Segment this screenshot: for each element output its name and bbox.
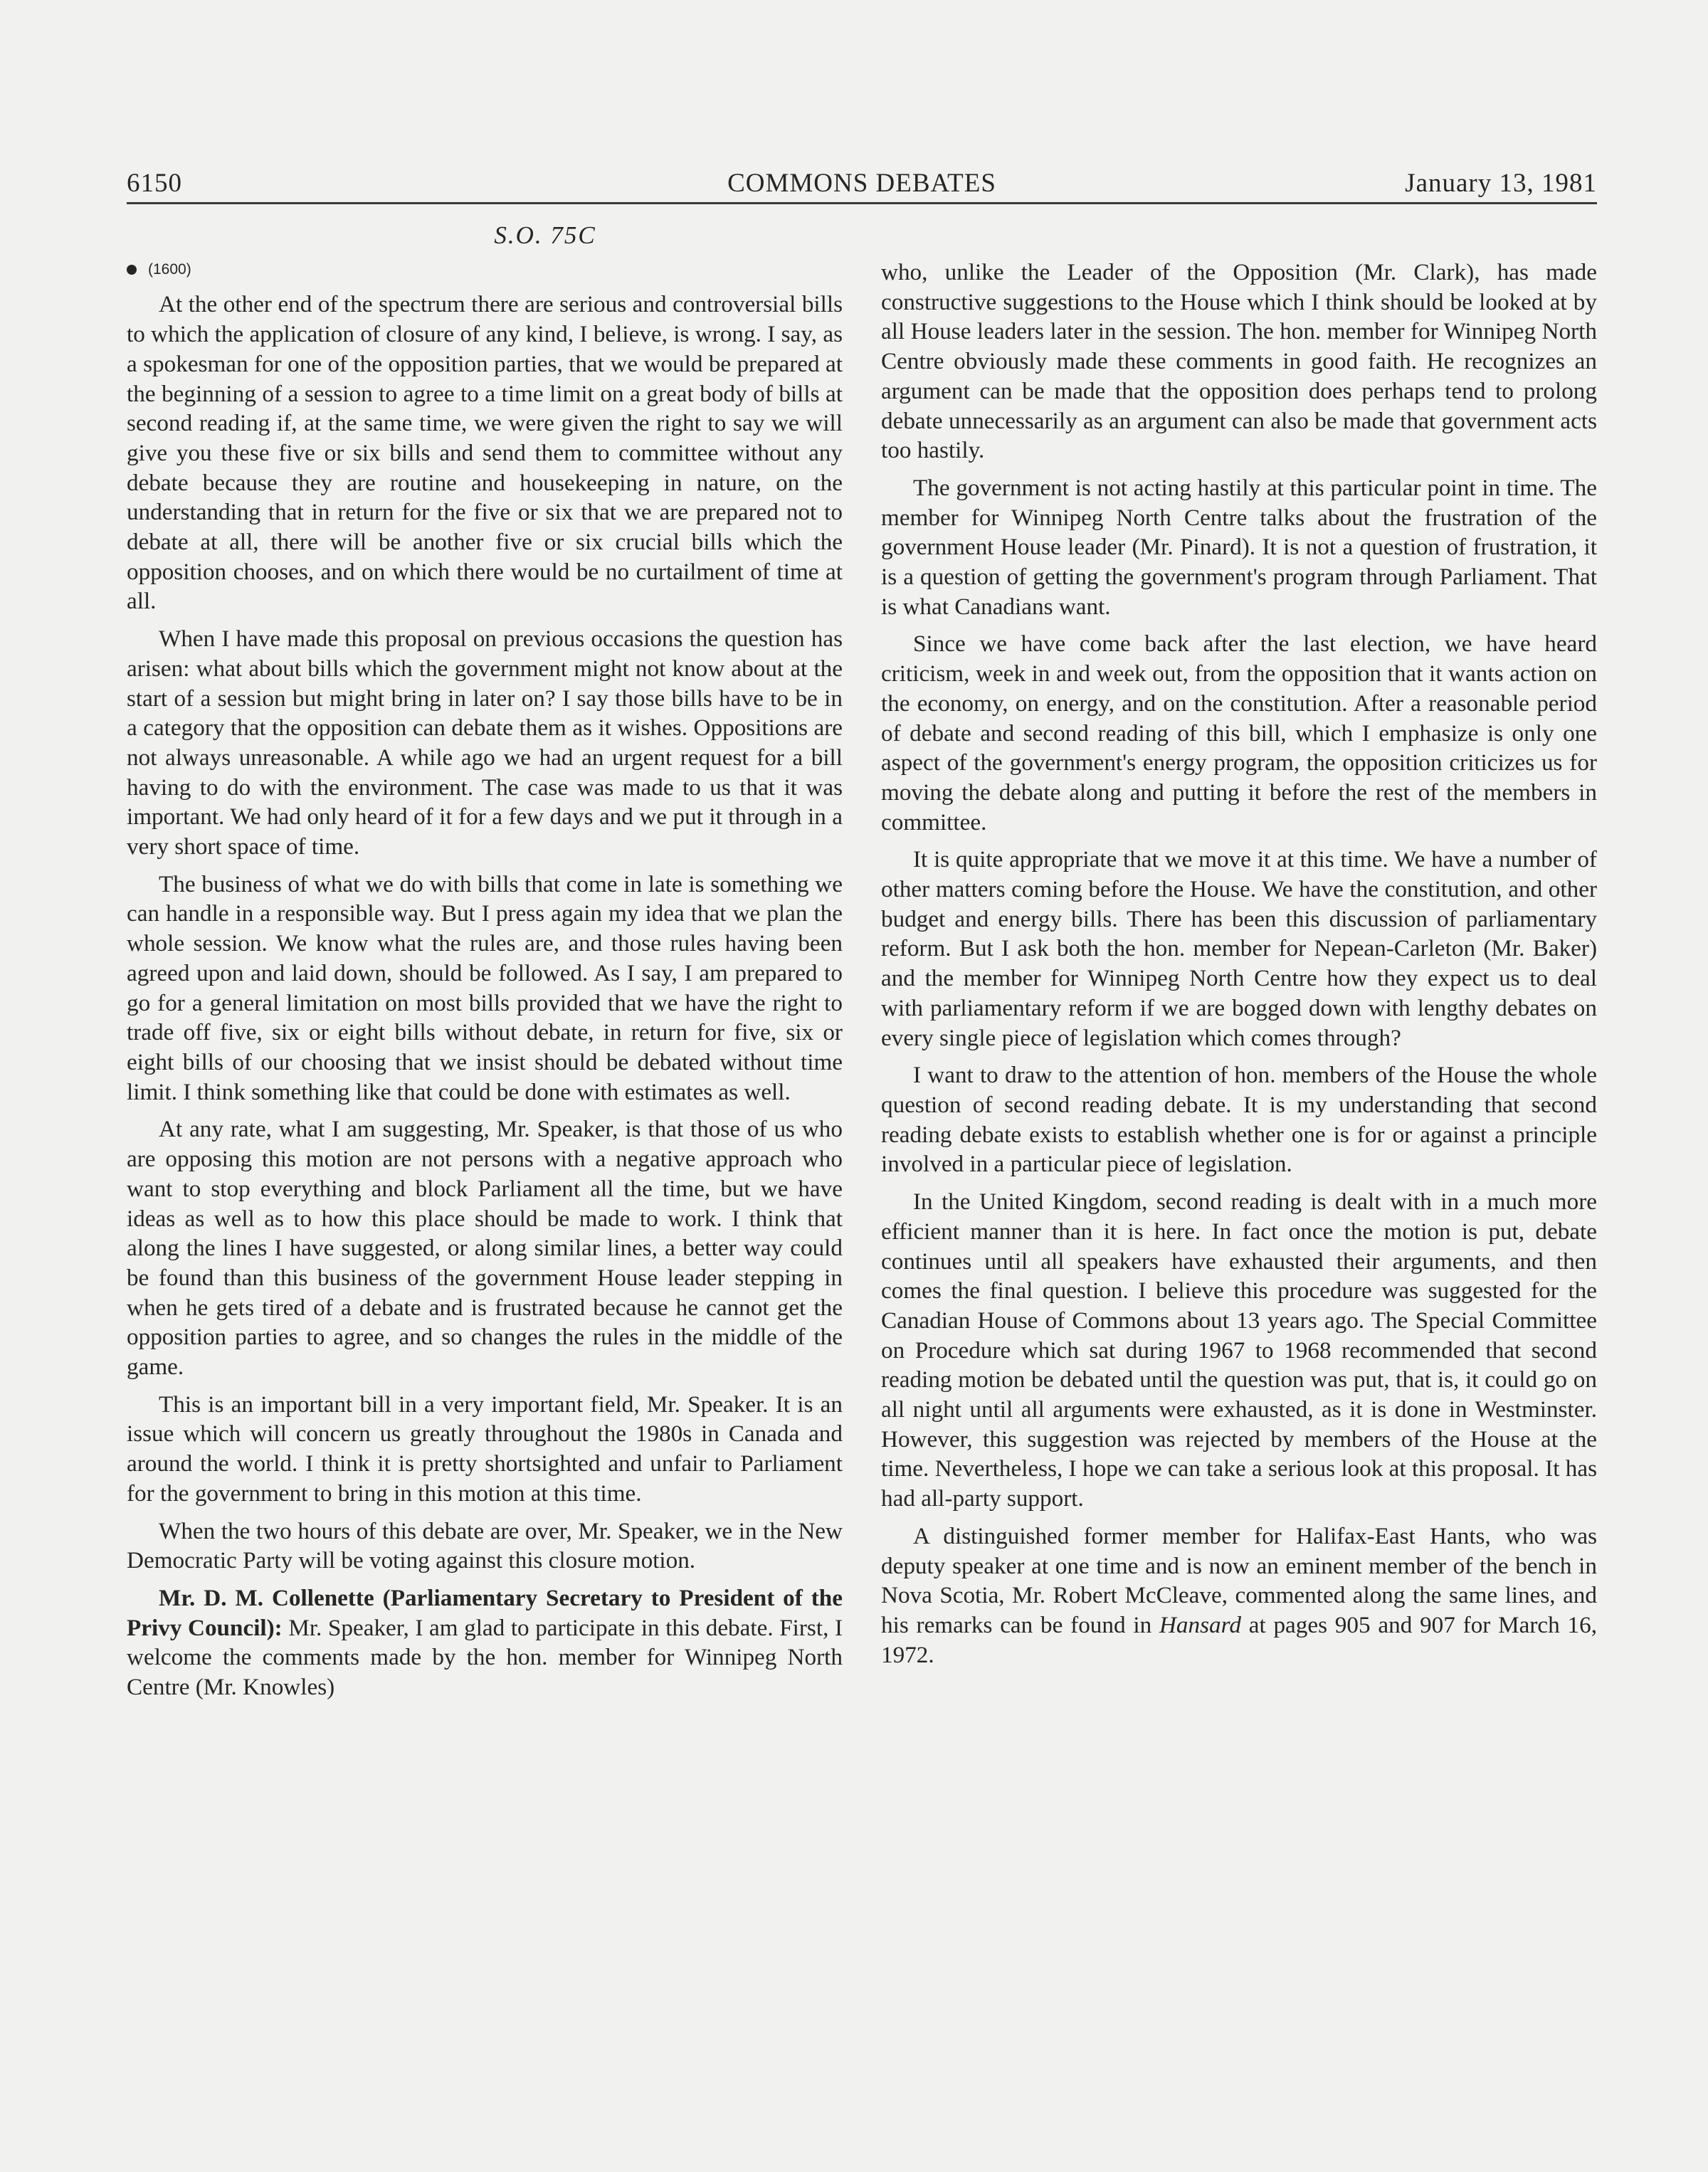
paragraph: At any rate, what I am suggesting, Mr. Speaker, is that those of us who are opposing this motion are not persons with a negative approach who want to stop everything and block Parliament all the time, but we have ideas as well as to how this place should be made to work. I think that along the lines I have suggested, or along similar lines, a better way could be found than this business of the government House leader stepping in when he gets tired of a debate and is frustrated because he cannot get the opposition parties to agree, and so changes the rules in the middle of the game. bbox=[127, 1116, 843, 1381]
right-column bbox=[881, 258, 1597, 1677]
time-marker bbox=[127, 255, 843, 285]
paragraph bbox=[881, 1522, 1597, 1670]
paragraph: Since we have come back after the last election, we have heard criticism, week in and week out, from the opposition that it wants action on the economy, on energy, and on the constitution. After a reasonable period of debate and second reading of this bill, which I emphasize is only one aspect of the government's energy program, the opposition criticizes us for moving the debate along and putting it before the rest of the members in committee. bbox=[881, 631, 1597, 835]
speaker-text: Mr. Speaker, I am glad to participate in this debate. First, I welcome the comments made by the hon. member for Winnipeg North Centre (Mr. Knowles) bbox=[127, 1614, 843, 1701]
publication-title: COMMONS DEBATES bbox=[727, 169, 996, 198]
paragraph: It is quite appropriate that we move it at this time. We have a number of other matters coming before the House. We have the constitution, and other budget and energy bills. There has been this discussion of parliamentary reform. But I ask both the hon. member for Nepean-Carleton (Mr. Baker) and the member for Winnipeg North Centre how they expect us to deal with parliamentary reform if we are bogged down with lengthy debates on every single piece of legislation which comes through? bbox=[881, 846, 1597, 1051]
paragraph: In the United Kingdom, second reading is dealt with in a much more efficient manner than it is here. In fact once the motion is put, debate continues until all speakers have exhausted their arguments, and then comes the final question. I believe this procedure was suggested for the Canadian House of Commons about 13 years ago. The Special Committee on Procedure which sat during 1967 to 1968 recommended that second reading motion be debated until the question was put, that is, it could go on all night until all arguments were exhausted, as it is done in Westminster. However, this suggestion was rejected by members of the House at the time. Nevertheless, I hope we can take a serious look at this proposal. It has had all-party support. bbox=[881, 1188, 1597, 1512]
speaker-name: Mr. D. M. Collenette (Parliamentary Secretary to President of the Privy Council): bbox=[127, 1584, 843, 1641]
publication-date: January 13, 1981 bbox=[1405, 169, 1597, 198]
time-marker-text: (1600) bbox=[148, 260, 191, 278]
bullet-icon bbox=[127, 265, 137, 275]
paragraph: I want to draw to the attention of hon. members of the House the whole question of second reading debate. It is my understanding that second reading debate exists to establish whether one is for or against a principle involved in a particular piece of legislation. bbox=[881, 1062, 1597, 1178]
hansard-reference: Hansard bbox=[1159, 1611, 1241, 1638]
speaker-paragraph bbox=[127, 1583, 843, 1702]
page-header bbox=[127, 165, 1597, 204]
standing-order-label: S.O. 75C bbox=[494, 221, 596, 249]
page-number: 6150 bbox=[127, 169, 182, 198]
paragraph: When the two hours of this debate are over, Mr. Speaker, we in the New Democratic Party will be voting against this closure motion. bbox=[127, 1517, 843, 1574]
paragraph-text: at pages 905 and 907 for March 16, 1972. bbox=[881, 1611, 1598, 1668]
paragraph: At the other end of the spectrum there are serious and controversial bills to which the application of closure of any kind, I believe, is wrong. I say, as a spokesman for one of the opposition parties, that we would be prepared at the beginning of a session to agree to a time limit on a great body of bills at second reading if, at the same time, we were given the right to say we will give you these five or six bills and send them to committee without any debate because they are routine and housekeeping in nature, on the understanding that in return for the five or six that we are prepared not to debate at all, there will be another five or six crucial bills which the opposition chooses, and on which there would be no curtailment of time at all. bbox=[127, 291, 843, 615]
paragraph: This is an important bill in a very important field, Mr. Speaker. It is an issue which will concern us greatly throughout the 1980s in Canada and around the world. I think it is pretty shortsighted and unfair to Parliament for the government to bring in this motion at this time. bbox=[127, 1391, 843, 1507]
left-column bbox=[127, 221, 843, 1710]
paragraph: The business of what we do with bills that come in late is something we can handle in a responsible way. But I press again my idea that we plan the whole session. We know what the rules are, and those rules having been agreed upon and laid down, should be followed. As I say, I am prepared to go for a general limitation on most bills provided that we have the right to trade off five, six or eight bills without debate, in return for five, six or eight bills of our choosing that we insist should be debated without time limit. I think something like that could be done with estimates as well. bbox=[127, 870, 843, 1105]
paragraph: The government is not acting hastily at this particular point in time. The member for Winnipeg North Centre talks about the frustration of the government House leader (Mr. Pinard). It is not a question of frustration, it is a question of getting the government's program through Parliament. That is what Canadians want. bbox=[881, 474, 1597, 620]
paragraph: When I have made this proposal on previous occasions the question has arisen: what about bills which the government might not know about at the start of a session but might bring in later on? I say those bills have to be in a category that the opposition can debate them as it wishes. Oppositions are not always unreasonable. A while ago we had an urgent request for a bill having to do with the environment. The case was made to us that it was important. We had only heard of it for a few days and we put it through in a very short space of time. bbox=[127, 626, 843, 860]
paragraph-text: A distinguished former member for Halifax-East Hants, who was deputy speaker at one time and is now an eminent member of the bench in Nova Scotia, Mr. Robert McCleave, commented along the same lines, and his remarks can be found in bbox=[881, 1522, 1597, 1638]
paragraph: who, unlike the Leader of the Opposition (Mr. Clark), has made constructive suggestions to the House which I think should be looked at by all House leaders later in the session. The hon. member for Winnipeg North Centre obviously made these comments in good faith. He recognizes an argument can be made that the opposition does perhaps tend to prolong debate unnecessarily as an argument can also be made that government acts too hastily. bbox=[881, 259, 1597, 464]
